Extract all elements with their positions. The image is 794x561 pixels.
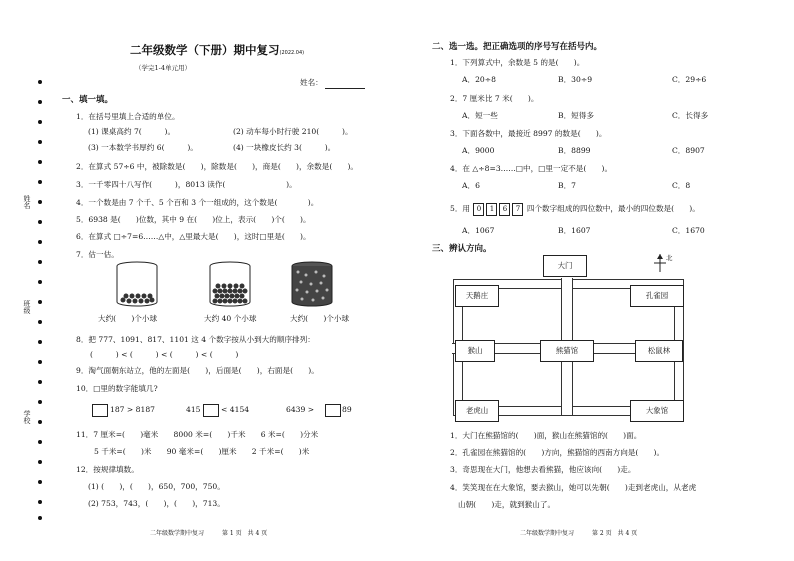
r5: 5．用 0 1 6 7 四个数字组成的四位数中，最小的四位数是( )。 (450, 203, 700, 216)
q10-box-1[interactable] (92, 404, 108, 417)
jar-1-image (115, 260, 160, 308)
north-label: 北 (666, 254, 673, 262)
r4c: C．8 (672, 181, 691, 190)
d4b: 山朝( )走，就到猴山了。 (458, 500, 556, 509)
q10: 10．□里的数字能填几? (76, 384, 158, 393)
place-panda: 熊猫馆 (540, 340, 594, 362)
q1c: (3) 一本数学书厚约 6( )。 (88, 143, 198, 152)
section-2-heading: 二、选一选。把正确选项的序号写在括号内。 (432, 42, 603, 52)
r4b: B．7 (558, 181, 577, 190)
page-title: 二年级数学（下册）期中复习(2022.04) (130, 43, 305, 57)
r2b: B．短得多 (558, 111, 594, 120)
side-school-label: 学校 (23, 410, 31, 424)
scope-note: （学完1-4单元用） (135, 64, 191, 72)
digit-card-4: 7 (512, 203, 523, 216)
r5a: A．1067 (462, 226, 495, 235)
name-blank[interactable] (325, 88, 365, 89)
jar-1-label: 大约( )个小球 (98, 314, 158, 323)
side-name-label: 姓名 (23, 195, 31, 209)
digit-card-3: 6 (499, 203, 510, 216)
q10e: 89 (342, 405, 352, 414)
d3: 3．奇思现在大门，他想去看熊猫，他应该向( )走。 (450, 465, 636, 474)
r5b: B．1607 (558, 226, 591, 235)
r1c: C．29÷6 (672, 75, 707, 84)
d4: 4．笑笑现在在大象馆，要去猴山，她可以先朝( )走到老虎山，从老虎 (450, 483, 697, 492)
footer-right: 二年级数学期中复习 第 2 页 共 4 页 (520, 530, 638, 537)
d2: 2．孔雀园在熊猫馆的( )方向，熊猫馆的西南方向是( )。 (450, 448, 665, 457)
digit-card-2: 1 (486, 203, 497, 216)
q11b: 5 千米=( )米 90 毫米=( )厘米 2 千米=( )米 (94, 447, 310, 456)
q10a: 187 > 8187 (110, 405, 156, 414)
q6: 6．在算式 □÷7=6……△中，△里最大是( )，这时□里是( )。 (76, 232, 311, 241)
r1b: B．30÷9 (558, 75, 593, 84)
d1: 1．大门在熊猫馆的( )面，猴山在熊猫馆的( )面。 (450, 431, 642, 440)
q10b: 415 (186, 405, 201, 414)
q8a: ( ) < ( ) < ( ) < ( ) (90, 350, 239, 359)
jar-2-label: 大约 40 个小球 (204, 314, 257, 323)
r2c: C．长得多 (672, 111, 709, 120)
q10-box-2[interactable] (203, 404, 219, 417)
title-date: (2022.04) (279, 50, 305, 56)
r5c: C．1670 (672, 226, 705, 235)
q7: 7．估一估。 (76, 250, 119, 259)
q10c: < 4154 (221, 405, 250, 414)
digit-card-1: 0 (473, 203, 484, 216)
place-tiger: 老虎山 (455, 400, 499, 422)
r2a: A．短一些 (462, 111, 498, 120)
q12b: (2) 753，743，( )，( )，713。 (88, 499, 225, 508)
q3: 3．一千零四十八写作( )，8013 读作( )。 (76, 180, 297, 189)
place-peacock: 孔雀园 (630, 285, 684, 307)
q10d: 6439 > (286, 405, 315, 414)
footer-left: 二年级数学期中复习 第 1 页 共 4 页 (150, 530, 268, 537)
q12: 12．按规律填数。 (76, 465, 139, 474)
name-label: 姓名： (300, 78, 323, 87)
r2: 2．7 厘米比 7 米( )。 (450, 94, 539, 103)
r3: 3．下面各数中，最接近 8997 的数是( )。 (450, 129, 607, 138)
q1d: (4) 一块橡皮长约 3( )。 (233, 143, 336, 152)
binding-margin-dots (36, 78, 44, 523)
side-class-label: 班级 (23, 300, 31, 314)
jar-2-image (208, 260, 253, 308)
place-monkey: 猴山 (455, 340, 495, 362)
q12a: (1) ( )，( )，650，700，750。 (88, 482, 225, 491)
jar-3-label: 大约( )个小球 (290, 314, 350, 323)
r3a: A．9000 (462, 146, 495, 155)
place-swan: 天鹅庄 (455, 285, 499, 307)
q1b: (2) 动车每小时行驶 210( )。 (233, 127, 353, 136)
r3c: C．8907 (672, 146, 705, 155)
r4: 4．在 △÷8=3……□中，□里一定不是( )。 (450, 164, 613, 173)
q4: 4．一个数是由 7 个千、5 个百和 3 个一组成的，这个数是( )。 (76, 198, 319, 207)
q1a: (1) 课桌高约 7( )。 (88, 127, 176, 136)
section-1-heading: 一、填一填。 (62, 95, 114, 105)
q8: 8．把 777、1091、817、1101 这 4 个数字按从小到大的顺序排列： (76, 335, 315, 344)
place-gate: 大门 (543, 255, 587, 277)
place-squirrel: 松鼠林 (635, 340, 683, 362)
q9: 9．淘气面朝东站立，他的左面是( )，后面是( )，右面是( )。 (76, 366, 319, 375)
r1a: A．20÷8 (462, 75, 496, 84)
place-elephant: 大象馆 (630, 400, 684, 422)
section-3-heading: 三、辨认方向。 (432, 244, 492, 254)
r4a: A．6 (462, 181, 480, 190)
r3b: B．8899 (558, 146, 591, 155)
q11a: 11．7 厘米=( )毫米 8000 米=( )千米 6 米=( )分米 (76, 430, 319, 439)
q5: 5．6938 是( )位数，其中 9 在( )位上，表示( )个( )。 (76, 215, 311, 224)
jar-3-image (290, 260, 335, 308)
q2: 2．在算式 57÷6 中，被除数是( )，除数是( )，商是( )，余数是( )。 (76, 162, 359, 171)
q1: 1．在括号里填上合适的单位。 (76, 112, 180, 121)
r1: 1．下列算式中，余数是 5 的是( )。 (450, 58, 585, 67)
q10-box-3[interactable] (325, 404, 341, 417)
